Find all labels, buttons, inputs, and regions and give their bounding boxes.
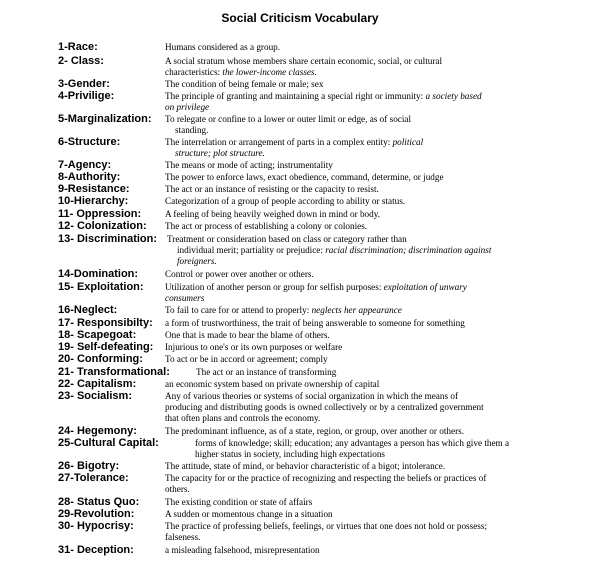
definition-text: forms of knowledge; skill; education; any advantages a person has which give them a xyxy=(195,438,510,448)
vocab-definition xyxy=(165,172,595,183)
vocab-term: 11- Oppression: xyxy=(58,208,142,220)
vocab-definition xyxy=(165,184,595,195)
definition-text: Treatment or consideration based on class or category rather than xyxy=(167,234,407,244)
definition-line xyxy=(165,391,595,402)
definition-line xyxy=(165,293,595,304)
definition-line xyxy=(165,413,595,424)
vocab-term: 24- Hegemony: xyxy=(58,425,137,437)
vocab-term: 12- Colonization: xyxy=(58,220,147,232)
definition-example: structure; plot structure. xyxy=(175,148,265,158)
definition-line xyxy=(165,330,595,341)
vocab-term: 15- Exploitation: xyxy=(58,281,144,293)
definition-line xyxy=(165,342,595,353)
definition-text: A social stratum whose members share certain economic, social, or cultural xyxy=(165,56,443,66)
vocab-definition xyxy=(165,521,595,543)
vocab-term: 7-Agency: xyxy=(58,159,112,171)
definition-text: a form of trustworthiness, the trait of being answerable to someone for something xyxy=(165,318,465,328)
vocab-term: 30- Hypocrisy: xyxy=(58,520,134,532)
definition-line xyxy=(165,221,595,232)
vocab-definition xyxy=(165,330,595,341)
vocab-definition xyxy=(165,305,595,316)
vocab-definition xyxy=(165,221,595,232)
vocab-definition xyxy=(165,160,595,171)
definition-text: The condition of being female or male; sex xyxy=(165,79,324,89)
definition-example: racial discrimination; discrimination against xyxy=(325,245,492,255)
definition-text: One that is made to bear the blame of others. xyxy=(165,330,330,340)
definition-line xyxy=(165,114,595,125)
document-title: Social Criticism Vocabulary xyxy=(221,11,379,25)
vocab-term: 6-Structure: xyxy=(58,136,121,148)
vocab-term: 31- Deception: xyxy=(58,544,134,556)
definition-text: a misleading falsehood, misrepresentation xyxy=(165,545,320,555)
definition-text: The act or an instance of transforming xyxy=(196,367,337,377)
definition-text: that often plans and controls the economy. xyxy=(165,413,321,423)
definition-example: a society based xyxy=(425,91,482,101)
definition-line xyxy=(165,354,595,365)
definition-line xyxy=(165,521,595,532)
vocab-definition xyxy=(165,196,595,207)
definition-text: an economic system based on private ownership of capital xyxy=(165,379,380,389)
vocab-definition xyxy=(165,509,595,520)
vocab-term: 27-Tolerance: xyxy=(58,472,129,484)
definition-line xyxy=(165,102,595,113)
vocab-term: 14-Domination: xyxy=(58,268,139,280)
definition-line xyxy=(165,209,595,220)
definition-line xyxy=(195,449,600,460)
vocab-term: 22- Capitalism: xyxy=(58,378,137,390)
definition-text: standing. xyxy=(175,125,209,135)
vocab-definition xyxy=(165,282,595,304)
definition-text: To act or be in accord or agreement; comply xyxy=(165,354,328,364)
vocab-term: 3-Gender: xyxy=(58,78,110,90)
vocab-definition xyxy=(167,234,597,267)
definition-line xyxy=(167,256,597,267)
definition-line xyxy=(165,42,595,53)
vocab-definition xyxy=(196,367,600,378)
definition-text: characteristics: xyxy=(165,67,223,77)
definition-example: foreigners. xyxy=(177,256,217,266)
vocab-term: 25-Cultural Capital: xyxy=(58,437,159,449)
vocab-definition xyxy=(165,114,595,136)
vocab-term: 21- Transformational: xyxy=(58,366,170,378)
vocab-definition xyxy=(165,79,595,90)
vocab-term: 13- Discrimination: xyxy=(58,233,158,245)
definition-line xyxy=(165,269,595,280)
vocab-definition xyxy=(165,318,595,329)
definition-line xyxy=(165,67,595,78)
definition-line xyxy=(165,545,595,556)
vocab-definition xyxy=(165,426,595,437)
definition-line xyxy=(165,497,595,508)
definition-line xyxy=(165,125,595,136)
definition-text: Any of various theories or systems of social organization in which the means of xyxy=(165,391,458,401)
definition-example: political xyxy=(392,137,424,147)
definition-line xyxy=(165,461,595,472)
vocab-definition xyxy=(165,391,595,424)
definition-line xyxy=(165,160,595,171)
vocab-definition xyxy=(165,379,595,390)
vocab-definition xyxy=(195,438,600,460)
vocab-term: 4-Privilige: xyxy=(58,90,115,102)
definition-line xyxy=(165,318,595,329)
definition-text: The act or process of establishing a colony or colonies. xyxy=(165,221,368,231)
vocab-term: 1-Race: xyxy=(58,41,98,53)
definition-text: Control or power over another or others. xyxy=(165,269,314,279)
vocab-term: 8-Authority: xyxy=(58,171,121,183)
vocab-term: 20- Conforming: xyxy=(58,353,143,365)
definition-text: Humans considered as a group. xyxy=(165,42,281,52)
definition-example: exploitation of unwary xyxy=(383,282,467,292)
definition-text: Utilization of another person or group for selfish purposes: xyxy=(165,282,384,292)
definition-line xyxy=(167,245,597,256)
definition-text: higher status in society, including high expectations xyxy=(195,449,386,459)
definition-text: The principle of granting and maintaining a special right or immunity: xyxy=(165,91,426,101)
definition-text: falseness. xyxy=(165,532,201,542)
definition-text: The means or mode of acting; instrumentality xyxy=(165,160,333,170)
vocab-term: 19- Self-defeating: xyxy=(58,341,154,353)
definition-text: The predominant influence, as of a state, region, or group, over another or others. xyxy=(165,426,465,436)
definition-line xyxy=(167,234,597,245)
vocab-term: 5-Marginalization: xyxy=(58,113,152,125)
definition-line xyxy=(165,509,595,520)
definition-line xyxy=(165,91,595,102)
definition-text: The capacity for or the practice of recognizing and respecting the beliefs or practices of xyxy=(165,473,487,483)
vocab-term: 2- Class: xyxy=(58,55,104,67)
definition-text: The interrelation or arrangement of parts in a complex entity: xyxy=(165,137,393,147)
vocab-definition xyxy=(165,209,595,220)
vocab-term: 9-Resistance: xyxy=(58,183,130,195)
definition-line xyxy=(165,79,595,90)
definition-line xyxy=(195,438,600,449)
definition-example: on privilege xyxy=(165,102,210,112)
definition-text: The practice of professing beliefs, feelings, or virtues that one does not hold or possess; xyxy=(165,521,487,531)
definition-line xyxy=(165,172,595,183)
vocab-term: 28- Status Quo: xyxy=(58,496,140,508)
definition-line xyxy=(165,426,595,437)
definition-line xyxy=(165,196,595,207)
definition-line xyxy=(165,484,595,495)
definition-text: The existing condition or state of affairs xyxy=(165,497,313,507)
definition-text: The act or an instance of resisting or the capacity to resist. xyxy=(165,184,379,194)
definition-text: producing and distributing goods is owned collectively or by a centralized government xyxy=(165,402,484,412)
definition-text: A sudden or momentous change in a situation xyxy=(165,509,333,519)
vocab-definition xyxy=(165,137,595,159)
definition-text: To fail to care for or attend to properly: xyxy=(165,305,312,315)
definition-line xyxy=(165,56,595,67)
definition-line xyxy=(165,402,595,413)
definition-example: neglects her appearance xyxy=(311,305,402,315)
definition-line xyxy=(165,148,595,159)
definition-example: consumers xyxy=(165,293,205,303)
vocab-term: 23- Socialism: xyxy=(58,390,132,402)
definition-text: others. xyxy=(165,484,190,494)
vocab-term: 10-Hierarchy: xyxy=(58,195,129,207)
definition-line xyxy=(165,137,595,148)
vocab-definition xyxy=(165,461,595,472)
definition-text: individual merit; partiality or prejudice: xyxy=(177,245,326,255)
definition-text: Injurious to one's or its own purposes or welfare xyxy=(165,342,343,352)
vocab-definition xyxy=(165,42,595,53)
vocab-definition xyxy=(165,342,595,353)
definition-line xyxy=(196,367,600,378)
definition-text: The power to enforce laws, exact obedience, command, determine, or judge xyxy=(165,172,444,182)
vocab-definition xyxy=(165,473,595,495)
vocab-term: 26- Bigotry: xyxy=(58,460,120,472)
vocab-definition xyxy=(165,497,595,508)
vocab-definition xyxy=(165,91,595,113)
definition-line xyxy=(165,379,595,390)
definition-line xyxy=(165,473,595,484)
vocab-term: 16-Neglect: xyxy=(58,304,118,316)
definition-line xyxy=(165,305,595,316)
definition-text: The attitude, state of mind, or behavior characteristic of a bigot; intolerance. xyxy=(165,461,446,471)
definition-text: Categorization of a group of people according to ability or status. xyxy=(165,196,406,206)
vocab-definition xyxy=(165,354,595,365)
vocab-term: 17- Responsibilty: xyxy=(58,317,153,329)
vocab-term: 18- Scapegoat: xyxy=(58,329,137,341)
vocab-term: 29-Revolution: xyxy=(58,508,135,520)
vocab-definition xyxy=(165,269,595,280)
vocab-definition xyxy=(165,545,595,556)
definition-text: A feeling of being heavily weighed down in mind or body. xyxy=(165,209,381,219)
definition-line xyxy=(165,282,595,293)
vocab-definition xyxy=(165,56,595,78)
definition-example: the lower-income classes. xyxy=(222,67,317,77)
definition-line xyxy=(165,184,595,195)
definition-text: To relegate or confine to a lower or outer limit or edge, as of social xyxy=(165,114,412,124)
definition-line xyxy=(165,532,595,543)
